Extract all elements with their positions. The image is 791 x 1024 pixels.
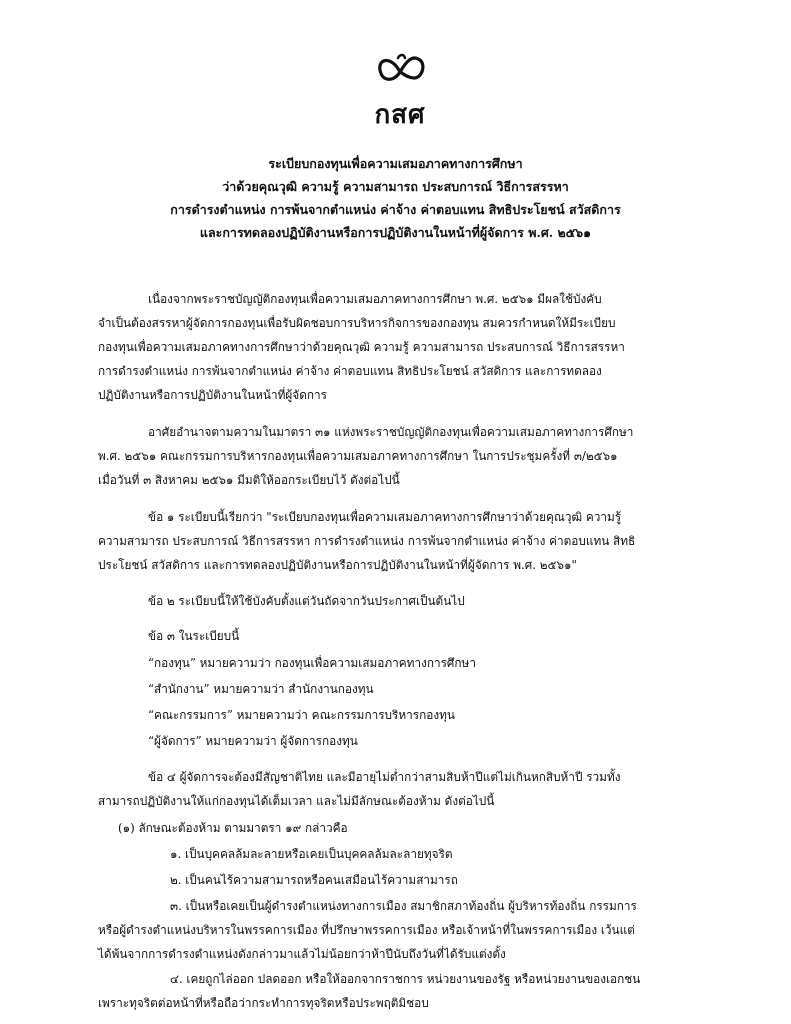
sub-clause-1-heading: (๑) ลักษณะต้องห้าม ตามมาตรา ๑๙ กล่าวคือ [118, 821, 348, 835]
preamble-line-3: กองทุนเพื่อความเสมอภาคทางการศึกษาว่าด้วยคุณวุฒิ ความรู้ ความสามารถ ประสบการณ์ วิธีการสรรหา [98, 340, 625, 354]
definition-fund: “กองทุน” หมายความว่า กองทุนเพื่อความเสมอภาคทางการศึกษา [148, 656, 476, 670]
clause-1-line-3: ประโยชน์ สวัสดิการ และการทดลองปฏิบัติงานหรือการปฏิบัติงานในหน้าที่ผู้จัดการ พ.ศ. ๒๕๖๑" [98, 558, 577, 572]
clause-3: ข้อ ๓ ในระเบียบนี้ [148, 629, 240, 643]
item-3-line-3: ได้พ้นจากการดำรงตำแหน่งดังกล่าวมาแล้วไม่น้อยกว่าห้าปีนับถึงวันที่ได้รับแต่งตั้ง [98, 947, 506, 961]
authority-line-2: พ.ศ. ๒๕๖๑ คณะกรรมการบริหารกองทุนเพื่อความเสมอภาคทางการศึกษา ในการประชุมครั้งที่ ๓/๒๕๖๑ [98, 449, 618, 463]
item-2: ๒. เป็นคนไร้ความสามารถหรือคนเสมือนไร้ความสามารถ [170, 873, 458, 887]
definition-office: “สำนักงาน” หมายความว่า สำนักงานกองทุน [148, 682, 374, 696]
preamble-line-5: ปฏิบัติงานหรือการปฏิบัติงานในหน้าที่ผู้จัดการ [98, 388, 327, 402]
item-3-line-1: ๓. เป็นหรือเคยเป็นผู้ดำรงตำแหน่งทางการเมือง สมาชิกสภาท้องถิ่น ผู้บริหารท้องถิ่น กรรมการ [170, 899, 637, 913]
title-line-3: การดำรงตำแหน่ง การพ้นจากตำแหน่ง ค่าจ้าง ค่าตอบแทน สิทธิประโยชน์ สวัสดิการ [170, 202, 621, 217]
clause-1-line-1: ข้อ ๑ ระเบียบนี้เรียกว่า "ระเบียบกองทุนเพื่อความเสมอภาคทางการศึกษาว่าด้วยคุณวุฒิ ความรู้ [148, 510, 622, 524]
clause-1-line-2: ความสามารถ ประสบการณ์ วิธีการสรรหา การดำรงตำแหน่ง การพ้นจากตำแหน่ง ค่าจ้าง ค่าตอบแทน สิทธิ [98, 534, 636, 548]
preamble-line-4: การดำรงตำแหน่ง การพ้นจากตำแหน่ง ค่าจ้าง ค่าตอบแทน สิทธิประโยชน์ สวัสดิการ และการทดลอง [98, 364, 602, 378]
item-4-line-1: ๔. เคยถูกไล่ออก ปลดออก หรือให้ออกจากราชการ หน่วยงานของรัฐ หรือหน่วยงานของเอกชน [170, 972, 641, 986]
title-line-2: ว่าด้วยคุณวุฒิ ความรู้ ความสามารถ ประสบการณ์ วิธีการสรรหา [222, 179, 569, 194]
definition-committee: “คณะกรรมการ” หมายความว่า คณะกรรมการบริหารกองทุน [148, 708, 455, 722]
authority-line-1: อาศัยอำนาจตามความในมาตรา ๓๑ แห่งพระราชบัญญัติกองทุนเพื่อความเสมอภาคทางการศึกษา [148, 425, 634, 439]
preamble-line-1: เนื่องจากพระราชบัญญัติกองทุนเพื่อความเสมอภาคทางการศึกษา พ.ศ. ๒๕๖๑ มีผลใช้บังคับ [148, 292, 602, 306]
item-1: ๑. เป็นบุคคลล้มละลายหรือเคยเป็นบุคคลล้มละลายทุจริต [170, 847, 453, 861]
authority-line-3: เมื่อวันที่ ๓ สิงหาคม ๒๕๖๑ มีมติให้ออกระเบียบไว้ ดังต่อไปนี้ [98, 473, 400, 487]
item-3-line-2: หรือผู้ดำรงตำแหน่งบริหารในพรรคการเมือง ที่ปรึกษาพรรคการเมือง หรือเจ้าหน้าที่ในพรรคการเมือง เว้นแต่ [98, 923, 635, 937]
clause-4-line-2: สามารถปฏิบัติงานให้แก่กองทุนได้เต็มเวลา และไม่มีลักษณะต้องห้าม ดังต่อไปนี้ [98, 794, 495, 808]
item-4-line-2: เพราะทุจริตต่อหน้าที่หรือถือว่ากระทำการทุจริตหรือประพฤติมิชอบ [98, 996, 429, 1010]
preamble-line-2: จำเป็นต้องสรรหาผู้จัดการกองทุนเพื่อรับผิดชอบการบริหารกิจการของกองทุน สมควรกำหนดให้มีระเบียบ [98, 316, 616, 330]
title-line-4: และการทดลองปฏิบัติงานหรือการปฏิบัติงานในหน้าที่ผู้จัดการ พ.ศ. ๒๕๖๑ [199, 225, 592, 240]
title-line-1: ระเบียบกองทุนเพื่อความเสมอภาคทางการศึกษา [268, 156, 523, 171]
definition-manager: “ผู้จัดการ” หมายความว่า ผู้จัดการกองทุน [148, 734, 358, 748]
logo-text: กสศ [374, 100, 426, 130]
clause-4-line-1: ข้อ ๔ ผู้จัดการจะต้องมีสัญชาติไทย และมีอายุไม่ต่ำกว่าสามสิบห้าปีแต่ไม่เกินหกสิบห้าปี รวมทั้ง [148, 770, 621, 784]
clause-2: ข้อ ๒ ระเบียบนี้ให้ใช้บังคับตั้งแต่วันถัดจากวันประกาศเป็นต้นไป [148, 594, 465, 608]
logo-infinity-icon [370, 52, 430, 92]
agency-logo [360, 52, 440, 132]
